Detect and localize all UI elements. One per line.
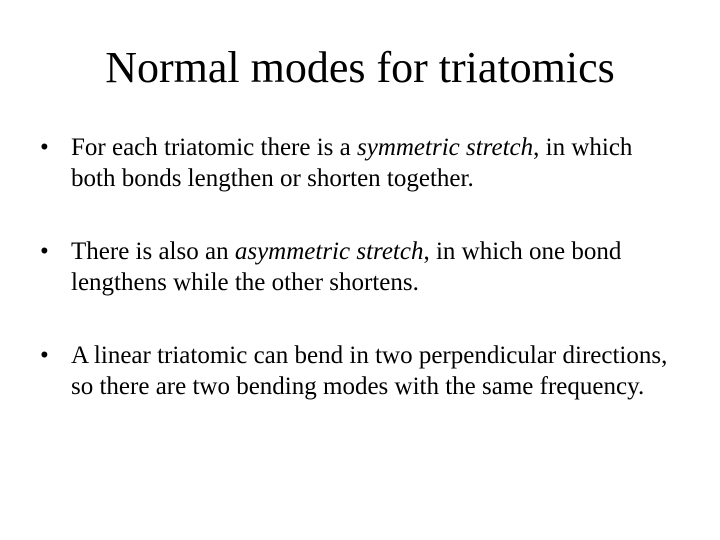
bullet-item <box>40 236 680 298</box>
bullet-text-segment: For each triatomic there is a <box>71 134 357 161</box>
bullet-emphasis: symmetric stretch <box>357 134 534 161</box>
bullet-emphasis: asymmetric stretch <box>234 238 424 265</box>
bullet-list <box>40 132 680 444</box>
bullet-marker: • <box>40 238 49 265</box>
bullet-marker: • <box>40 134 49 161</box>
bullet-text <box>71 238 621 296</box>
bullet-item <box>40 340 680 402</box>
bullet-text <box>71 134 632 192</box>
bullet-text <box>71 342 667 400</box>
bullet-item <box>40 132 680 194</box>
bullet-text-segment: There is also an <box>71 238 235 265</box>
bullet-marker: • <box>40 342 49 369</box>
bullet-text-segment: , in which one bond lengthens while the other shortens. <box>71 238 622 296</box>
bullet-text-segment: A linear triatomic can bend in two perpendicular directions, so there are two bending modes with the same frequency. <box>71 342 668 400</box>
bullet-text-segment: , in which both bonds lengthen or shorten together. <box>71 134 633 192</box>
slide-title: Normal modes for triatomics <box>105 43 615 92</box>
